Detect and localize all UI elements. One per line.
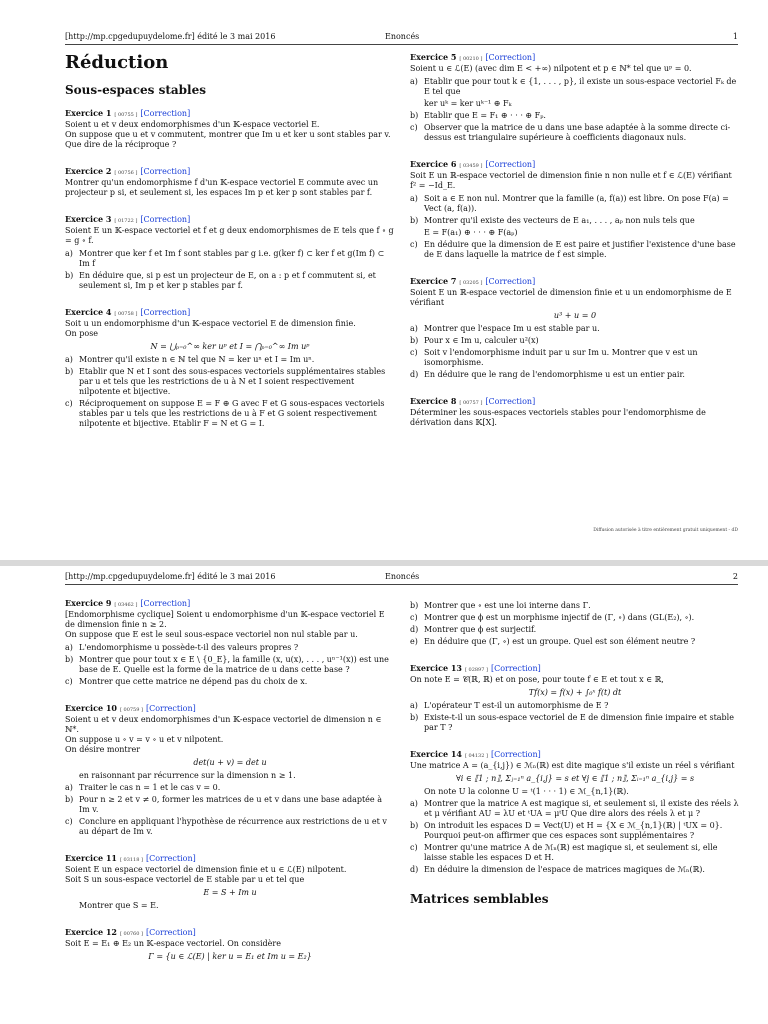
exercise [65, 166, 395, 198]
question-item [65, 771, 395, 781]
exercise-code: [ 00756 ] [114, 170, 138, 176]
question-label: a) [410, 701, 418, 710]
question-text: Montrer que ϕ est surjectif. [424, 625, 537, 634]
question-text: Traiter le cas n = 1 et le cas v = 0. [79, 783, 221, 792]
question-item [410, 613, 740, 623]
question-item [410, 228, 740, 238]
question-list [65, 901, 395, 911]
question-item [410, 799, 740, 819]
exercise [65, 307, 395, 429]
question-text: Montrer que cette matrice ne dépend pas du choix de x. [79, 677, 308, 686]
question-list [65, 249, 395, 291]
question-text: Pour n ≥ 2 et v ≠ 0, former les matrices de u et v dans une base adaptée à Im v. [79, 795, 382, 814]
question-list [410, 324, 740, 380]
question-text: Etablir que N et I sont des sous-espaces vectoriels supplémentaires stables par u et tels que les restrictions de u à N et I soient respectivement nilpotente et bijective. [79, 367, 386, 396]
question-label: c) [410, 123, 418, 132]
correction-link[interactable]: [Correction] [485, 160, 536, 169]
exercise-text: On suppose que E est le seul sous-espace vectoriel non nul stable par u. [65, 630, 358, 639]
correction-link[interactable]: [Correction] [145, 704, 196, 713]
correction-link[interactable]: [Correction] [140, 167, 191, 176]
question-list [65, 355, 395, 429]
exercise-text: Déterminer les sous-espaces vectoriels stables pour l'endomorphisme de dérivation dans 𝕂[X]. [410, 408, 706, 427]
exercise-code: [ 04132 ] [464, 753, 488, 759]
question-label: d) [410, 625, 419, 634]
exercise-label: Exercice 5 [410, 52, 457, 62]
question-text: Montrer que ker f et Im f sont stables par g i.e. g(ker f) ⊂ ker f et g(Im f) ⊂ Im f [79, 249, 385, 268]
question-item [65, 901, 395, 911]
question-text: En déduire que, si p est un projecteur de E, on a : p et f commutent si, et seulement si, Im p et ker p stables par f. [79, 271, 376, 290]
exercise-text: Soit S un sous-espace vectoriel de E stable par u et tel que [65, 875, 305, 884]
question-text: Montrer que S = E. [79, 901, 159, 910]
question-label: a) [65, 643, 73, 652]
section-title: Sous-espaces stables [65, 83, 206, 97]
question-item [410, 637, 740, 647]
question-item [65, 399, 395, 429]
question-item [410, 336, 740, 346]
question-label: c) [410, 240, 418, 249]
exercise-heading [65, 927, 395, 939]
question-text: En déduire que le rang de l'endomorphisme u est un entier pair. [424, 370, 685, 379]
exercise-code: [ 00759 ] [119, 707, 143, 713]
question-item [410, 713, 740, 733]
exercise-label: Exercice 1 [65, 108, 112, 118]
question-text: Observer que la matrice de u dans une base adaptée à la somme directe ci-dessus est triangulaire supérieure à coefficients diagonaux nuls. [424, 123, 731, 142]
question-item [410, 111, 740, 121]
exercise-text: Soit u un endomorphisme d'un 𝕂-espace vectoriel E de dimension finie. [65, 319, 356, 328]
header-source[interactable]: [http://mp.cpgedupuydelome.fr] édité le 3 mai 2016 [65, 572, 276, 581]
exercise-text: On désire montrer [65, 745, 141, 754]
question-text: On introduit les espaces D = Vect(U) et H = {X ∈ ℳ_{n,1}(ℝ) | ᵗUX = 0}. Pourquoi peut-on affirmer que ces espaces sont supplémentaires ? [424, 821, 723, 840]
question-item [410, 216, 740, 226]
exercise [410, 52, 740, 143]
question-list [65, 771, 395, 837]
exercise-text: Soient E un ℝ-espace vectoriel de dimension finie et u un endomorphisme de E vérifiant [410, 288, 732, 307]
question-label: b) [65, 795, 74, 804]
correction-link[interactable]: [Correction] [145, 928, 196, 937]
question-item [410, 601, 740, 611]
question-label: c) [65, 399, 73, 408]
question-item [410, 240, 740, 260]
question-item [65, 249, 395, 269]
exercise-label: Exercice 9 [65, 598, 112, 608]
question-label: a) [410, 324, 418, 333]
question-label: b) [65, 271, 74, 280]
header-center: Enoncés [385, 572, 420, 581]
section-title: Matrices semblables [410, 892, 549, 906]
question-item [65, 643, 395, 653]
question-text: Montrer qu'il existe des vecteurs de E a₁, . . . , aₚ non nuls tels que [424, 216, 695, 225]
question-text: L'endomorphisme u possède-t-il des valeurs propres ? [79, 643, 299, 652]
question-label: b) [410, 216, 419, 225]
question-item [410, 843, 740, 863]
exercise-text: Soit E = E₁ ⊕ E₂ un 𝕂-espace vectoriel. On considère [65, 939, 281, 948]
question-item [65, 355, 395, 365]
correction-link[interactable]: [Correction] [485, 277, 536, 286]
question-list [410, 701, 740, 733]
question-list [410, 787, 740, 875]
question-item [410, 370, 740, 380]
exercise-text: Soient u ∈ ℒ(E) (avec dim E < +∞) nilpotent et p ∈ ℕ* tel que uᵖ = 0. [410, 64, 692, 73]
correction-link[interactable]: [Correction] [140, 599, 191, 608]
question-label: c) [410, 843, 418, 852]
question-label: b) [410, 821, 419, 830]
page-header [65, 30, 738, 45]
question-label: c) [65, 677, 73, 686]
question-item [410, 123, 740, 143]
exercise-label: Exercice 13 [410, 663, 462, 673]
question-item [410, 787, 740, 797]
question-text: Soit v l'endomorphisme induit par u sur Im u. Montrer que v est un isomorphisme. [424, 348, 698, 367]
exercise-code: [ 03205 ] [459, 280, 483, 286]
exercise-text: Soit E un ℝ-espace vectoriel de dimension finie n non nulle et f ∈ ℒ(E) vérifiant f² = −Id_E. [410, 171, 732, 190]
question-item [410, 77, 740, 97]
question-text: Montrer qu'il existe n ∈ ℕ tel que N = ker uⁿ et I = Im uⁿ. [79, 355, 315, 364]
question-label: a) [65, 355, 73, 364]
question-text: Montrer que pour tout x ∈ E \ {0_E}, la famille (x, u(x), . . . , uⁿ⁻¹(x)) est une base de E. Quelle est la forme de la matrice de u dans cette base ? [79, 655, 389, 674]
correction-link[interactable]: [Correction] [140, 215, 191, 224]
question-item [410, 99, 740, 109]
exercise-heading [410, 52, 740, 64]
exercise-text: On pose [65, 329, 99, 338]
question-list [410, 194, 740, 260]
question-text: Montrer que l'espace Im u est stable par u. [424, 324, 600, 333]
footer-note: Diffusion autorisée à titre entièrement gratuit uniquement - dD [593, 528, 738, 533]
exercise-text: Une matrice A = (a_{i,j}) ∈ ℳₙ(ℝ) est dite magique s'il existe un réel s vérifiant [410, 761, 735, 770]
exercise-label: Exercice 12 [65, 927, 117, 937]
display-formula: N = ⋃ₚ₌₀^∞ ker uᵖ et I = ⋂ₚ₌₀^∞ Im uᵖ [150, 342, 310, 351]
page-number: 1 [732, 32, 738, 41]
question-text: En déduire que la dimension de E est paire et justifier l'existence d'une base de E dans laquelle la matrice de f est simple. [424, 240, 736, 259]
question-text: Existe-t-il un sous-espace vectoriel de E de dimension finie impaire et stable par T ? [424, 713, 734, 732]
display-formula: Tf(x) = f(x) + ∫₀ˣ f(t) dt [528, 688, 622, 697]
question-text: Soit a ∈ E non nul. Montrer que la famille (a, f(a)) est libre. On pose F(a) = Vect (a, f(a)). [424, 194, 729, 213]
question-text: ker uᵏ = ker uᵏ⁻¹ ⊕ Fₖ [424, 99, 512, 108]
question-item [410, 701, 740, 711]
question-item [65, 367, 395, 397]
exercise-label: Exercice 14 [410, 749, 462, 759]
question-text: en raisonnant par récurrence sur la dimension n ≥ 1. [79, 771, 296, 780]
exercise-code: [ 00210 ] [459, 56, 483, 62]
exercise [65, 214, 395, 291]
question-item [410, 865, 740, 875]
exercise-label: Exercice 10 [65, 703, 117, 713]
question-text: Conclure en appliquant l'hypothèse de récurrence aux restrictions de u et v au départ de Im v. [79, 817, 387, 836]
exercise-code: [ 00755 ] [114, 112, 138, 118]
exercise [65, 927, 395, 962]
question-text: En déduire la dimension de l'espace de matrices magiques de ℳₙ(ℝ). [424, 865, 705, 874]
exercise [65, 853, 395, 911]
question-text: Montrer que la matrice A est magique si, et seulement si, il existe des réels λ et μ vérifiant AU = λU et ᵗUA = μᵗU Que dire alors des réels λ et μ ? [424, 799, 739, 818]
display-formula: ∀i ∈ ⟦1 ; n⟧, Σⱼ₌₁ⁿ a_{i,j} = s et ∀j ∈ ⟦1 ; n⟧, Σᵢ₌₁ⁿ a_{i,j} = s [455, 774, 695, 783]
exercise-text: [Endomorphisme cyclique] Soient u endomorphisme d'un 𝕂-espace vectoriel E de dimension finie n ≥ 2. [65, 610, 385, 629]
question-text: L'opérateur T est-il un automorphisme de E ? [424, 701, 609, 710]
question-item [65, 655, 395, 675]
exercise [410, 159, 740, 260]
question-text: On note U la colonne U = ᵗ(1 · · · 1) ∈ ℳ_{n,1}(ℝ). [424, 787, 629, 796]
exercise [65, 108, 395, 150]
question-text: Réciproquement on suppose E = F ⊕ G avec F et G sous-espaces vectoriels stables par u tels que les restrictions de u à F et G soient respectivement nilpotente et bijective. Etablir F = N et G = I. [79, 399, 385, 428]
display-formula: E = S + Im u [203, 888, 257, 897]
exercise [410, 276, 740, 380]
question-text: Etablir que pour tout k ∈ {1, . . . , p}, il existe un sous-espace vectoriel Fₖ de E tel que [424, 77, 737, 96]
question-text: Montrer que ϕ est un morphisme injectif de (Γ, ∘) dans (GL(E₂), ∘). [424, 613, 695, 622]
question-label: c) [410, 613, 418, 622]
document-title: Réduction [65, 52, 169, 73]
exercise-code: [ 03459 ] [459, 163, 483, 169]
question-label: e) [410, 637, 418, 646]
question-item [410, 194, 740, 214]
question-item [65, 677, 395, 687]
exercise-label: Exercice 11 [65, 853, 117, 863]
exercise [65, 703, 395, 837]
display-formula: Γ = {u ∈ ℒ(E) | ker u = E₁ et Im u = E₂} [148, 952, 312, 961]
exercise-label: Exercice 7 [410, 276, 457, 286]
exercise-text: On suppose u ∘ v = v ∘ u et v nilpotent. [65, 735, 224, 744]
correction-link[interactable]: [Correction] [490, 664, 541, 673]
question-label: a) [410, 799, 418, 808]
header-source[interactable]: [http://mp.cpgedupuydelome.fr] édité le 3 mai 2016 [65, 32, 276, 41]
exercise-heading [410, 159, 740, 171]
column-left [65, 52, 395, 445]
question-label: b) [65, 655, 74, 664]
page-number: 2 [732, 572, 738, 581]
exercise-heading [410, 396, 740, 408]
exercise-text: Montrer qu'un endomorphisme f d'un 𝕂-espace vectoriel E commute avec un projecteur p si, et seulement si, les espaces Im p et ker p sont stables par f. [65, 178, 379, 197]
column-right [410, 598, 740, 917]
exercise-text: Soient E un espace vectoriel de dimension finie et u ∈ ℒ(E) nilpotent. [65, 865, 347, 874]
exercise-heading [65, 214, 395, 226]
question-label: a) [65, 783, 73, 792]
exercise-label: Exercice 4 [65, 307, 112, 317]
question-item [410, 324, 740, 334]
question-label: a) [65, 249, 73, 258]
question-label: b) [410, 336, 419, 345]
question-label: b) [65, 367, 74, 376]
question-item [410, 821, 740, 841]
exercise-heading [65, 307, 395, 319]
exercise-code: [ 03118 ] [119, 857, 143, 863]
correction-link[interactable]: [Correction] [485, 53, 536, 62]
exercise-text: On note E = 𝒞(ℝ, ℝ) et on pose, pour toute f ∈ E et tout x ∈ ℝ, [410, 675, 664, 684]
exercise-code: [ 00758 ] [114, 311, 138, 317]
question-text: Montrer que ∘ est une loi interne dans Γ. [424, 601, 591, 610]
question-label: d) [410, 370, 419, 379]
exercise-heading [65, 853, 395, 865]
question-item [65, 817, 395, 837]
exercise-text: Soient E un 𝕂-espace vectoriel et f et g deux endomorphismes de E tels que f ∘ g = g ∘ f. [65, 226, 394, 245]
question-text: Etablir que E = F₁ ⊕ · · · ⊕ Fₚ. [424, 111, 546, 120]
question-item [65, 795, 395, 815]
exercise-heading [65, 598, 395, 610]
exercise-heading [410, 663, 740, 675]
question-label: a) [410, 77, 418, 86]
question-item [65, 271, 395, 291]
display-formula: u³ + u = 0 [553, 311, 597, 320]
exercise [410, 663, 740, 733]
question-item [65, 783, 395, 793]
question-label: b) [410, 601, 419, 610]
question-list [65, 643, 395, 687]
exercise-code: [ 03462 ] [114, 602, 138, 608]
exercise-label: Exercice 3 [65, 214, 112, 224]
exercise-label: Exercice 2 [65, 166, 112, 176]
question-label: b) [410, 111, 419, 120]
question-item [410, 348, 740, 368]
question-label: d) [410, 865, 419, 874]
question-list [410, 601, 740, 647]
correction-link[interactable]: [Correction] [140, 109, 191, 118]
header-center: Enoncés [385, 32, 420, 41]
exercise-heading [65, 108, 395, 120]
exercise-code: [ 00760 ] [119, 931, 143, 937]
display-formula: det(u + v) = det u [193, 758, 267, 767]
question-label: a) [410, 194, 418, 203]
exercise-code: [ 02897 ] [464, 667, 488, 673]
exercise-text: Soient u et v deux endomorphismes d'un 𝕂-espace vectoriel de dimension n ∈ ℕ*. [65, 715, 382, 734]
question-list [410, 77, 740, 143]
exercise-label: Exercice 8 [410, 396, 457, 406]
question-label: b) [410, 713, 419, 722]
page-2 [0, 566, 768, 1024]
correction-link[interactable]: [Correction] [140, 308, 191, 317]
correction-link[interactable]: [Correction] [145, 854, 196, 863]
exercise-code: [ 01722 ] [114, 218, 138, 224]
exercise-text: Soient u et v deux endomorphismes d'un 𝕂-espace vectoriel E. [65, 120, 320, 129]
question-text: Montrer qu'une matrice A de ℳₙ(ℝ) est magique si, et seulement si, elle laisse stable les espaces D et H. [424, 843, 718, 862]
exercise [410, 396, 740, 428]
question-text: E = F(a₁) ⊕ · · · ⊕ F(aₚ) [424, 228, 518, 237]
exercise-heading [65, 703, 395, 715]
question-label: c) [410, 348, 418, 357]
exercise-code: [ 00757 ] [459, 400, 483, 406]
exercise-text: On suppose que u et v commutent, montrer que Im u et ker u sont stables par v. [65, 130, 391, 139]
column-left [65, 598, 395, 978]
column-right [410, 52, 740, 444]
question-text: En déduire que (Γ, ∘) est un groupe. Quel est son élément neutre ? [424, 637, 696, 646]
question-text: Pour x ∈ Im u, calculer u²(x) [424, 336, 539, 345]
question-item [410, 625, 740, 635]
exercise-heading [410, 749, 740, 761]
exercise-text: Que dire de la réciproque ? [65, 140, 177, 149]
exercise [65, 598, 395, 687]
exercise-heading [410, 276, 740, 288]
exercise-heading [65, 166, 395, 178]
question-label: c) [65, 817, 73, 826]
exercise [410, 749, 740, 875]
correction-link[interactable]: [Correction] [485, 397, 536, 406]
exercise-label: Exercice 6 [410, 159, 457, 169]
page-header [65, 570, 738, 585]
correction-link[interactable]: [Correction] [490, 750, 541, 759]
